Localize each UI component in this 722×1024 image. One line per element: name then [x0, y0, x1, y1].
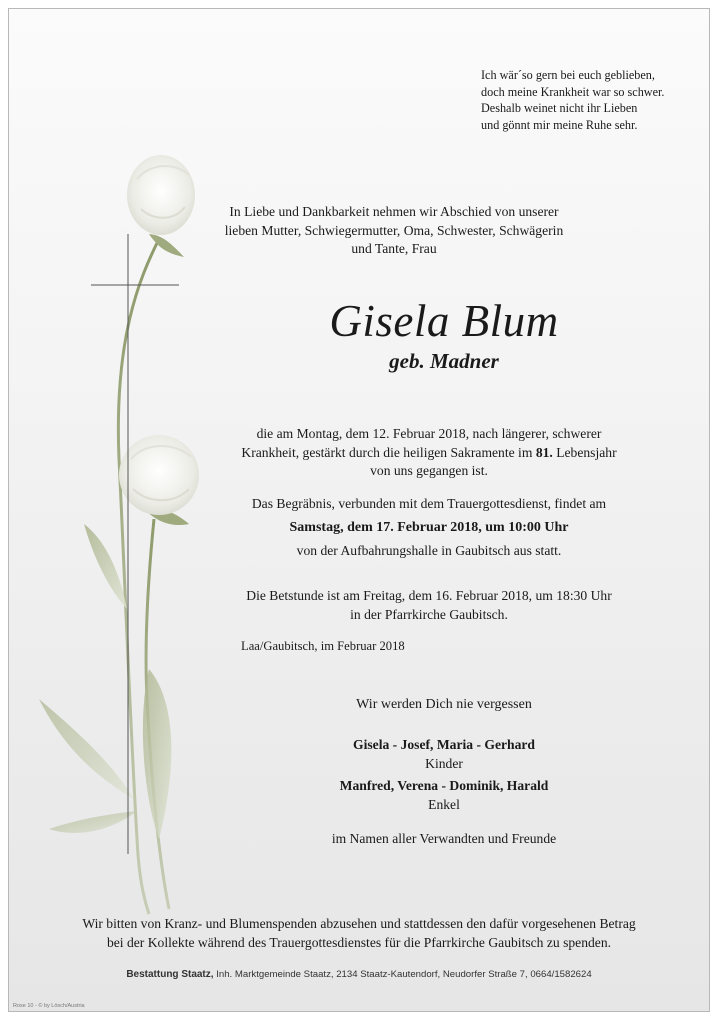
grandchildren-names: Manfred, Verena - Dominik, Harald: [339, 778, 549, 793]
request-line: Wir bitten von Kranz- und Blumenspenden abzusehen und stattdessen den dafür vorgesehenen Betrag: [82, 916, 636, 931]
prayer-line: Die Betstunde ist am Freitag, dem 16. Februar 2018, um 18:30 Uhr: [246, 588, 612, 603]
funeral-date: Samstag, dem 17. Februar 2018, um 10:00 Uhr: [289, 519, 569, 535]
intro-line: lieben Mutter, Schwiegermutter, Oma, Schwester, Schwägerin: [224, 222, 564, 238]
funeral-home-footer: [29, 969, 689, 980]
poem-line: doch meine Krankheit war so schwer.: [481, 84, 665, 99]
company-details: Inh. Marktgemeinde Staatz, 2134 Staatz-Kautendorf, Neudorfer Straße 7, 0664/1582624: [213, 969, 592, 980]
donation-request: [29, 915, 689, 952]
intro-text: [209, 203, 579, 259]
funeral-notice: [209, 495, 649, 561]
rose-bottom: [119, 435, 199, 515]
death-line: die am Montag, dem 12. Februar 2018, nach längerer, schwerer: [256, 426, 602, 441]
deceased-name: Gisela Blum: [329, 296, 559, 346]
birth-name: geb. Madner: [389, 349, 499, 373]
funeral-line: von der Aufbahrungshalle in Gaubitsch aus statt.: [296, 543, 562, 558]
prayer-line: in der Pfarrkirche Gaubitsch.: [350, 606, 508, 622]
death-line: [209, 444, 649, 463]
intro-line: und Tante, Frau: [351, 241, 437, 256]
prayer-notice: [209, 587, 649, 624]
age: 81.: [535, 444, 553, 460]
children-names: Gisela - Josef, Maria - Gerhard: [353, 737, 535, 752]
never-forget: Wir werden Dich nie vergessen: [356, 697, 532, 712]
death-notice: [209, 425, 649, 481]
poem: [481, 67, 710, 133]
poem-line: und gönnt mir meine Ruhe sehr.: [481, 117, 638, 132]
rose-illustration: [19, 139, 219, 919]
company-name: Bestattung Staatz,: [126, 969, 214, 980]
funeral-line: Das Begräbnis, verbunden mit dem Trauergottesdienst, findet am: [251, 496, 607, 511]
death-text: Krankheit, gestärkt durch die heiligen Sakramente im: [241, 444, 536, 460]
rose-top: [127, 155, 195, 235]
relatives-line: im Namen aller Verwandten und Freunde: [331, 831, 557, 846]
request-line: bei der Kollekte während des Trauergottesdienstes für die Pfarrkirche Gaubitsch zu spenden.: [106, 934, 612, 950]
death-line: von uns gegangen ist.: [370, 463, 488, 478]
place-date: Laa/Gaubitsch, im Februar 2018: [241, 639, 405, 653]
obituary-sheet: [8, 8, 710, 1012]
image-credit: Rose 10 - © by Lösch/Austria: [13, 1003, 85, 1009]
poem-line: Deshalb weinet nicht ihr Lieben: [481, 101, 638, 115]
poem-line: Ich wär´so gern bei euch geblieben,: [481, 68, 655, 82]
children-label: Kinder: [425, 756, 463, 771]
grandchildren-label: Enkel: [428, 797, 460, 812]
intro-line: In Liebe und Dankbarkeit nehmen wir Abschied von unserer: [229, 204, 559, 219]
family-list: [239, 735, 649, 814]
death-text: Lebensjahr: [552, 444, 617, 460]
